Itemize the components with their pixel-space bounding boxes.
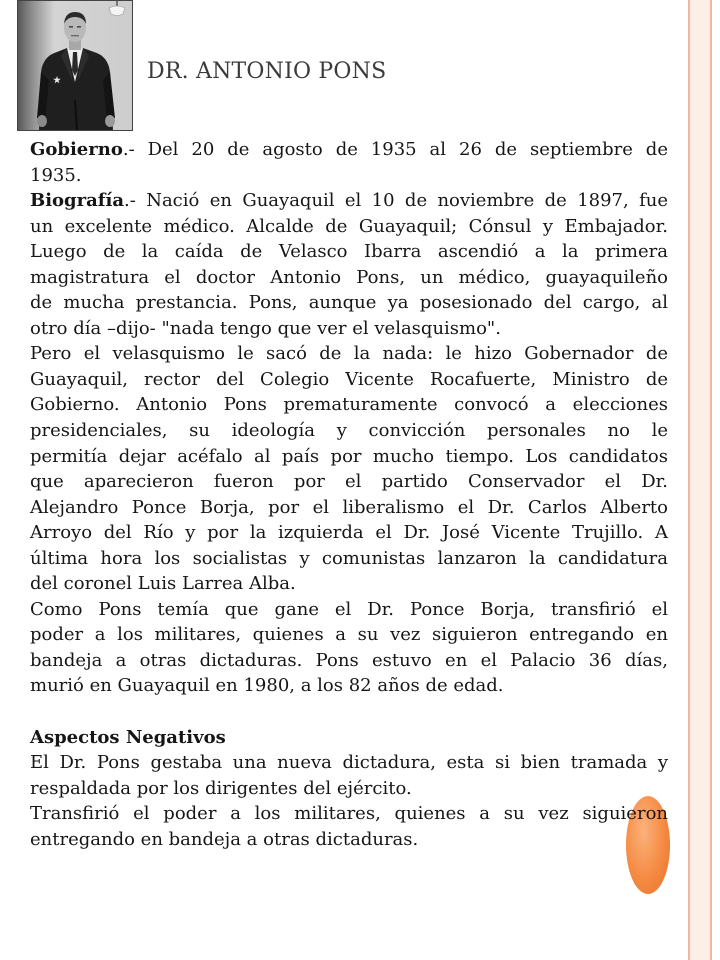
aspectos-negativos-line: El Dr. Pons gestaba una nueva dictadura, esta si bien tramada y [30,752,668,774]
gobierno-line [30,137,668,163]
velasquismo-line: Arroyo del Río y por la izquierda el Dr. José Vicente Trujillo. A [30,522,668,544]
velasquismo-line: última hora los socialistas y comunistas lanzaron la candidatura [30,547,668,569]
right-border-band [688,0,712,960]
velasquismo-line: del coronel Luis Larrea Alba. [30,573,296,595]
velasquismo-line: permitía dejar acéfalo al país por mucho tiempo. Los candidatos [30,445,668,467]
transicion-line: Como Pons temía que gane el Dr. Ponce Borja, transfirió el [30,598,668,620]
biografia-line: otro día –dijo- "nada tengo que ver el velasquismo". [30,317,501,339]
velasquismo-line: Alejandro Ponce Borja, por el liberalismo el Dr. Carlos Alberto [30,496,668,518]
transicion-line: murió en Guayaquil en 1980, a los 82 años de edad. [30,675,504,697]
gobierno-line: 1935. [30,164,82,186]
transicion-line: poder a los militares, quienes a su vez siguieron entregando en [30,624,668,646]
gobierno-text: .- Del 20 de agosto de 1935 al 26 de septiembre de [122,139,668,160]
velasquismo-line: Gobierno. Antonio Pons prematuramente convocó a elecciones [30,394,668,416]
velasquismo-line: Pero el velasquismo le sacó de la nada: le hizo Gobernador de [30,343,668,365]
transicion-line: bandeja a otras dictaduras. Pons estuvo en el Palacio 36 días, [30,649,668,671]
gobierno-label: Gobierno [30,139,123,160]
portrait-photo-icon [17,0,133,131]
biografia-text: .- Nació en Guayaquil el 10 de noviembre de 1897, fue [124,190,668,212]
biografia-line [30,188,668,214]
biografia-line: Luego de la caída de Velasco Ibarra ascendió a la primera [30,241,668,263]
velasquismo-line: Guayaquil, rector del Colegio Vicente Rocafuerte, Ministro de [30,368,668,390]
portrait-photo [17,0,133,131]
slide-title: DR. ANTONIO PONS [147,59,387,84]
velasquismo-line: que aparecieron fueron por el partido Conservador el Dr. [30,471,668,493]
biografia-line: magistratura el doctor Antonio Pons, un médico, guayaquileño [30,266,668,288]
biografia-line: un excelente médico. Alcalde de Guayaquil; Cónsul y Embajador. [30,215,668,237]
biografia-label: Biografía [30,190,125,212]
aspectos-negativos-label: Aspectos Negativos [30,726,226,748]
aspectos-negativos-line: Transfirió el poder a los militares, quienes a su vez siguieron [30,803,668,825]
aspectos-negativos-line: respaldada por los dirigentes del ejército. [30,777,412,799]
aspectos-negativos-line: entregando en bandeja a otras dictaduras. [30,828,419,850]
paragraph-spacer [30,699,668,725]
aspectos-negativos-heading [30,725,668,751]
biografia-line: de mucha prestancia. Pons, aunque ya posesionado del cargo, al [30,292,668,314]
velasquismo-line: presidenciales, su ideología y convicción personales no le [30,420,668,442]
body-text [30,137,668,852]
